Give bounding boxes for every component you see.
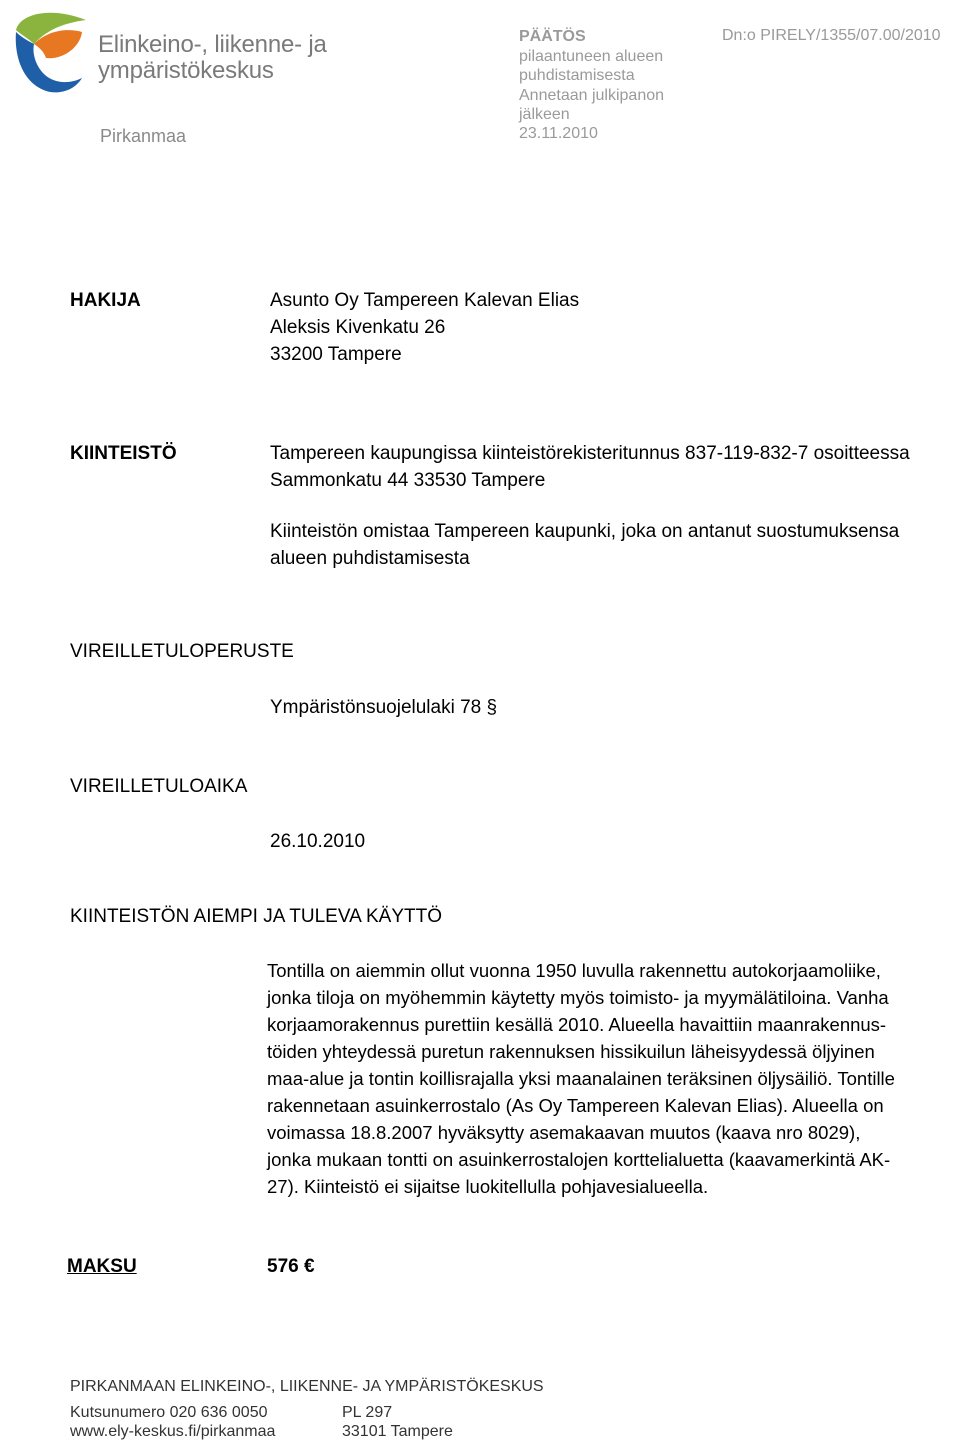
region-name: Pirkanmaa	[100, 126, 187, 146]
document-date: 23.11.2010	[519, 125, 598, 142]
property-description	[270, 440, 960, 494]
diary-number: Dn:o PIRELY/1355/07.00/2010	[722, 27, 941, 44]
footer-phone: Kutsunumero 020 636 0050	[70, 1404, 268, 1421]
usage-line: voimassa 18.8.2007 hyväksytty asemakaavan muutos (kaava nro 8029),	[267, 1122, 861, 1143]
footer-postal-address	[342, 1403, 453, 1440]
document-subject-line-2: puhdistamisesta	[519, 67, 635, 84]
filing-time-heading: VIREILLETULOAIKA	[70, 776, 248, 797]
document-subject-line-1: pilaantuneen alueen	[519, 47, 664, 65]
footer-contact	[70, 1403, 275, 1440]
usage-line: korjaamorakennus purettiin kesällä 2010. Alueella havaittiin maanrakennus-	[267, 1014, 887, 1035]
property-owner	[270, 518, 960, 572]
footer-organization: PIRKANMAAN ELINKEINO-, LIIKENNE- JA YMPÄRISTÖKESKUS	[70, 1378, 544, 1395]
usage-line: jonka tiloja on myöhemmin käytetty myös toimisto- ja myymälätiloina. Vanha	[267, 987, 889, 1008]
property-line-2: Sammonkatu 44 33530 Tampere	[270, 470, 546, 491]
usage-paragraph	[267, 957, 960, 1200]
organization-name	[98, 32, 327, 84]
owner-line-2: alueen puhdistamisesta	[270, 548, 470, 569]
basis-value: Ympäristönsuojelulaki 78 §	[270, 697, 498, 718]
usage-heading: KIINTEISTÖN AIEMPI JA TULEVA KÄYTTÖ	[70, 906, 443, 927]
document-type: PÄÄTÖS	[519, 28, 586, 45]
applicant-heading: HAKIJA	[70, 290, 141, 311]
applicant-street: Aleksis Kivenkatu 26	[270, 317, 446, 338]
footer-po-box: PL 297	[342, 1404, 393, 1421]
property-line-1: Tampereen kaupungissa kiinteistörekisteritunnus 837-119-832-7 osoitteessa	[270, 443, 910, 464]
usage-line: maa-alue ja tontin koillisrajalla yksi maanalainen teräksinen öljysäiliö. Tontille	[267, 1068, 895, 1089]
usage-line: jonka mukaan tontti on asuinkerrostalojen korttelialuetta (kaavamerkintä AK-	[267, 1149, 891, 1170]
usage-line: töiden yhteydessä puretun rakennuksen hissikuilun läheisyydessä öljyinen	[267, 1041, 875, 1062]
usage-line: 27). Kiinteistö ei sijaitse luokitellulla pohjavesialueella.	[267, 1176, 709, 1197]
footer-website[interactable]: www.ely-keskus.fi/pirkanmaa	[70, 1423, 276, 1440]
document-subject-line-3: Annetaan julkipanon	[519, 86, 665, 104]
property-heading: KIINTEISTÖ	[70, 443, 177, 464]
organization-name-line-1: Elinkeino-, liikenne- ja	[98, 31, 327, 58]
usage-line: rakennetaan asuinkerrostalo (As Oy Tampereen Kalevan Elias). Alueella on	[267, 1095, 884, 1116]
applicant-address	[270, 287, 579, 368]
document-subject-line-4: jälkeen	[519, 106, 570, 123]
usage-line: Tontilla on aiemmin ollut vuonna 1950 luvulla rakennettu autokorjaamoliike,	[267, 960, 881, 981]
applicant-postal: 33200 Tampere	[270, 344, 402, 365]
footer-city: 33101 Tampere	[342, 1423, 453, 1440]
fee-heading: MAKSU	[67, 1256, 137, 1277]
fee-amount: 576 €	[267, 1256, 315, 1277]
document-meta	[519, 27, 699, 125]
organization-name-line-2: ympäristökeskus	[98, 57, 274, 84]
filing-time-value: 26.10.2010	[270, 831, 366, 852]
basis-heading: VIREILLETULOPERUSTE	[70, 641, 294, 662]
owner-line-1: Kiinteistön omistaa Tampereen kaupunki, joka on antanut suostumuksensa	[270, 521, 900, 542]
ely-logo-icon	[10, 8, 88, 96]
applicant-name: Asunto Oy Tampereen Kalevan Elias	[270, 290, 580, 311]
